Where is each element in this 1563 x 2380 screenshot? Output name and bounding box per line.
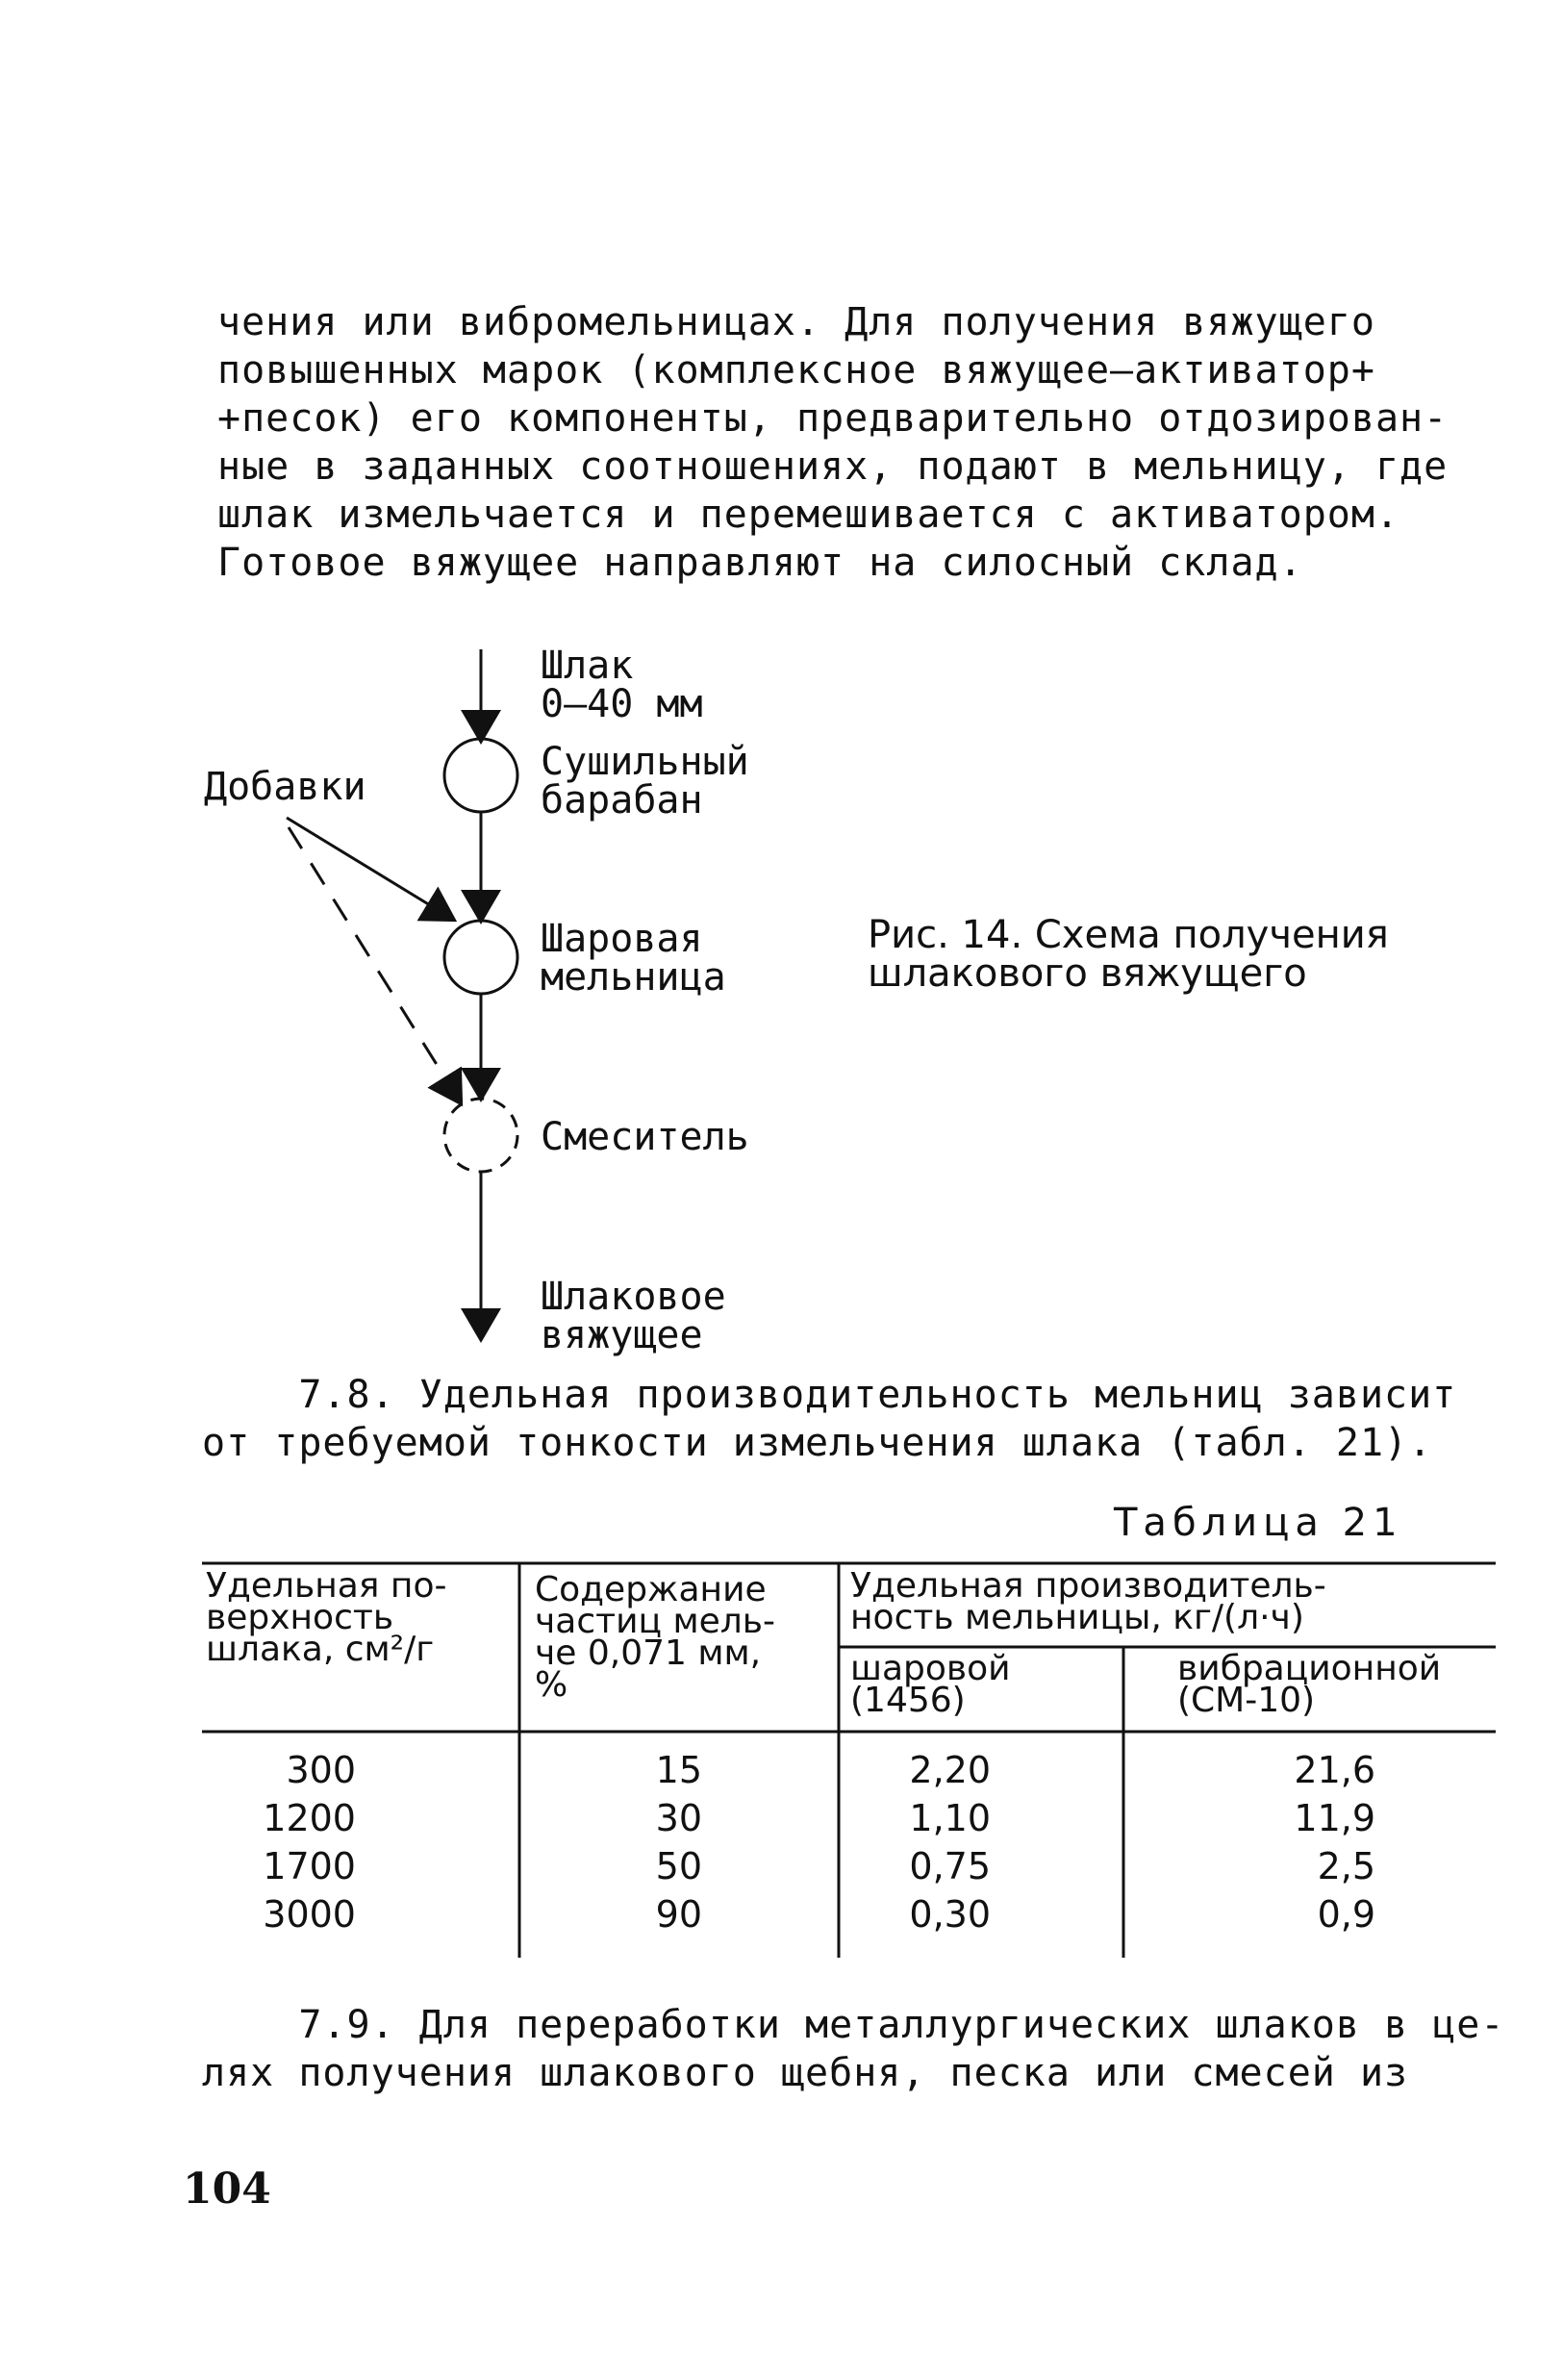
table-cell: 1,10 bbox=[909, 1797, 991, 1839]
paragraph-bottom bbox=[202, 2001, 1505, 2097]
additives-label: Добавки bbox=[204, 765, 366, 809]
output-label: Шлаковое вяжущее bbox=[541, 1275, 726, 1357]
table-cell: 0,9 bbox=[1317, 1893, 1375, 1936]
table-cell: 1200 bbox=[263, 1797, 356, 1839]
text-line: шлак измельчается и перемешивается с активатором. bbox=[217, 493, 1400, 537]
table-cell: 3000 bbox=[263, 1893, 356, 1936]
header-productivity: Удельная производитель- ность мельницы, кг/(л·ч) bbox=[850, 1566, 1326, 1637]
column-vibr bbox=[1241, 1746, 1375, 1938]
mixer-label: Смеситель bbox=[541, 1115, 749, 1159]
table-cell: 21,6 bbox=[1294, 1749, 1375, 1791]
table-cell: 1700 bbox=[263, 1845, 356, 1887]
dryer-label: Сушильный барабан bbox=[541, 740, 749, 823]
table-title: Таблица 21 bbox=[1114, 1501, 1403, 1545]
table-cell: 0,75 bbox=[909, 1845, 991, 1887]
text-line: ные в заданных соотношениях, подают в мельницу, где bbox=[217, 444, 1449, 489]
table-cell: 0,30 bbox=[909, 1893, 991, 1936]
page-number: 104 bbox=[183, 2165, 271, 2214]
column-surface bbox=[202, 1746, 356, 1938]
text-line: 7.9. Для переработки металлургических шлаков в це- bbox=[202, 2003, 1505, 2047]
table-cell: 30 bbox=[655, 1797, 702, 1839]
text-line: Готовое вяжущее направляют на силосный склад. bbox=[217, 541, 1303, 585]
text-line: лях получения шлакового щебня, песка или смесей из bbox=[202, 2051, 1409, 2095]
input-label: Шлак 0–40 мм bbox=[541, 644, 703, 726]
text-line: повышенных марок (комплексное вяжущее–активатор+ bbox=[217, 348, 1375, 392]
text-line: +песок) его компоненты, предварительно отдозирован- bbox=[217, 396, 1449, 441]
header-ball-mill: шаровой (1456) bbox=[850, 1649, 1011, 1720]
table-cell: 2,20 bbox=[909, 1749, 991, 1791]
table-cell: 90 bbox=[655, 1893, 702, 1936]
header-vibration-mill: вибрационной (СМ-10) bbox=[1177, 1649, 1442, 1720]
mill-label: Шаровая мельница bbox=[541, 917, 726, 1000]
table-cell: 2,5 bbox=[1317, 1845, 1375, 1887]
column-ball bbox=[846, 1746, 991, 1938]
table-cell: 15 bbox=[655, 1749, 702, 1791]
table-cell: 50 bbox=[655, 1845, 702, 1887]
text-line: от требуемой тонкости измельчения шлака (табл. 21). bbox=[202, 1421, 1433, 1465]
header-content: Содержание частиц мель- че 0,071 мм, % bbox=[535, 1570, 775, 1705]
text-line: 7.8. Удельная производительность мельниц зависит bbox=[202, 1373, 1457, 1417]
column-content bbox=[577, 1746, 702, 1938]
table-cell: 11,9 bbox=[1294, 1797, 1375, 1839]
figure-caption: Рис. 14. Схема получения шлакового вяжущего bbox=[868, 913, 1389, 996]
header-surface: Удельная по- верхность шлака, см²/г bbox=[206, 1566, 447, 1669]
table-cell: 300 bbox=[286, 1749, 356, 1791]
text-line: чения или вибромельницах. Для получения вяжущего bbox=[217, 300, 1375, 344]
